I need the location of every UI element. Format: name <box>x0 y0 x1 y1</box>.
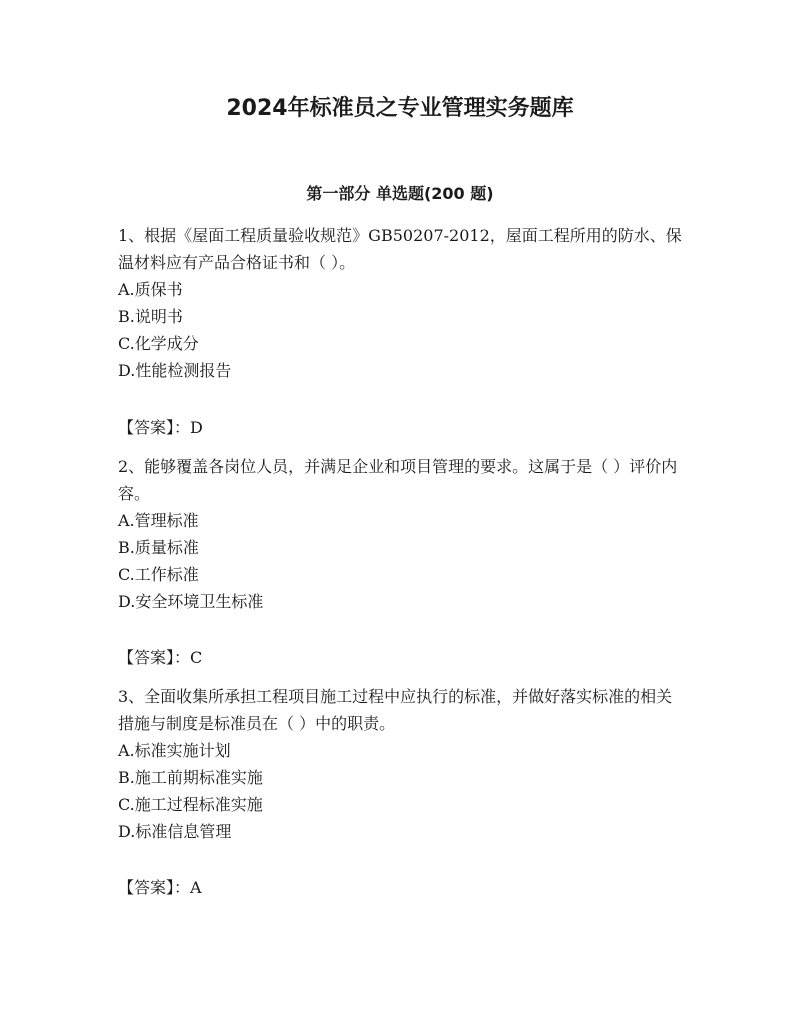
answer-label: 【答案】： <box>118 418 191 437</box>
question-2-option-a: A.管理标准 <box>118 511 199 530</box>
section-title: 第一部分 单选题(200 题) <box>306 184 494 203</box>
answer-label: 【答案】： <box>118 878 191 897</box>
answer-label: 【答案】： <box>118 648 191 667</box>
question-2-text: 2、能够覆盖各岗位人员，并满足企业和项目管理的要求。这属于是（ ）评价内容。 <box>118 457 678 503</box>
answer-value: A <box>190 878 202 897</box>
question-2-option-b: B.质量标准 <box>118 538 199 557</box>
question-1-text: 1、根据《屋面工程质量验收规范》GB50207-2012，屋面工程所用的防水、保温材料应有产品合格证书和（ ）。 <box>118 226 682 272</box>
question-1-option-d: D.性能检测报告 <box>118 361 232 380</box>
question-1 <box>118 222 688 384</box>
question-3-option-a: A.标准实施计划 <box>118 741 231 760</box>
question-1-answer <box>118 416 203 440</box>
question-2 <box>118 453 688 615</box>
question-2-option-d: D.安全环境卫生标准 <box>118 592 264 611</box>
question-2-option-c: C.工作标准 <box>118 565 199 584</box>
question-3-option-b: B.施工前期标准实施 <box>118 768 263 787</box>
question-2-answer <box>118 646 202 670</box>
question-1-option-b: B.说明书 <box>118 307 183 326</box>
question-3-text: 3、全面收集所承担工程项目施工过程中应执行的标准，并做好落实标准的相关措施与制度是标准员在（ ）中的职责。 <box>118 687 673 733</box>
question-1-option-c: C.化学成分 <box>118 334 199 353</box>
question-1-option-a: A.质保书 <box>118 280 183 299</box>
question-3-option-d: D.标准信息管理 <box>118 822 232 841</box>
answer-value: D <box>190 418 203 437</box>
document-title: 2024年标准员之专业管理实务题库 <box>226 96 574 121</box>
answer-value: C <box>190 648 203 667</box>
question-3-answer <box>118 876 202 900</box>
question-3-option-c: C.施工过程标准实施 <box>118 795 263 814</box>
question-3 <box>118 683 688 845</box>
